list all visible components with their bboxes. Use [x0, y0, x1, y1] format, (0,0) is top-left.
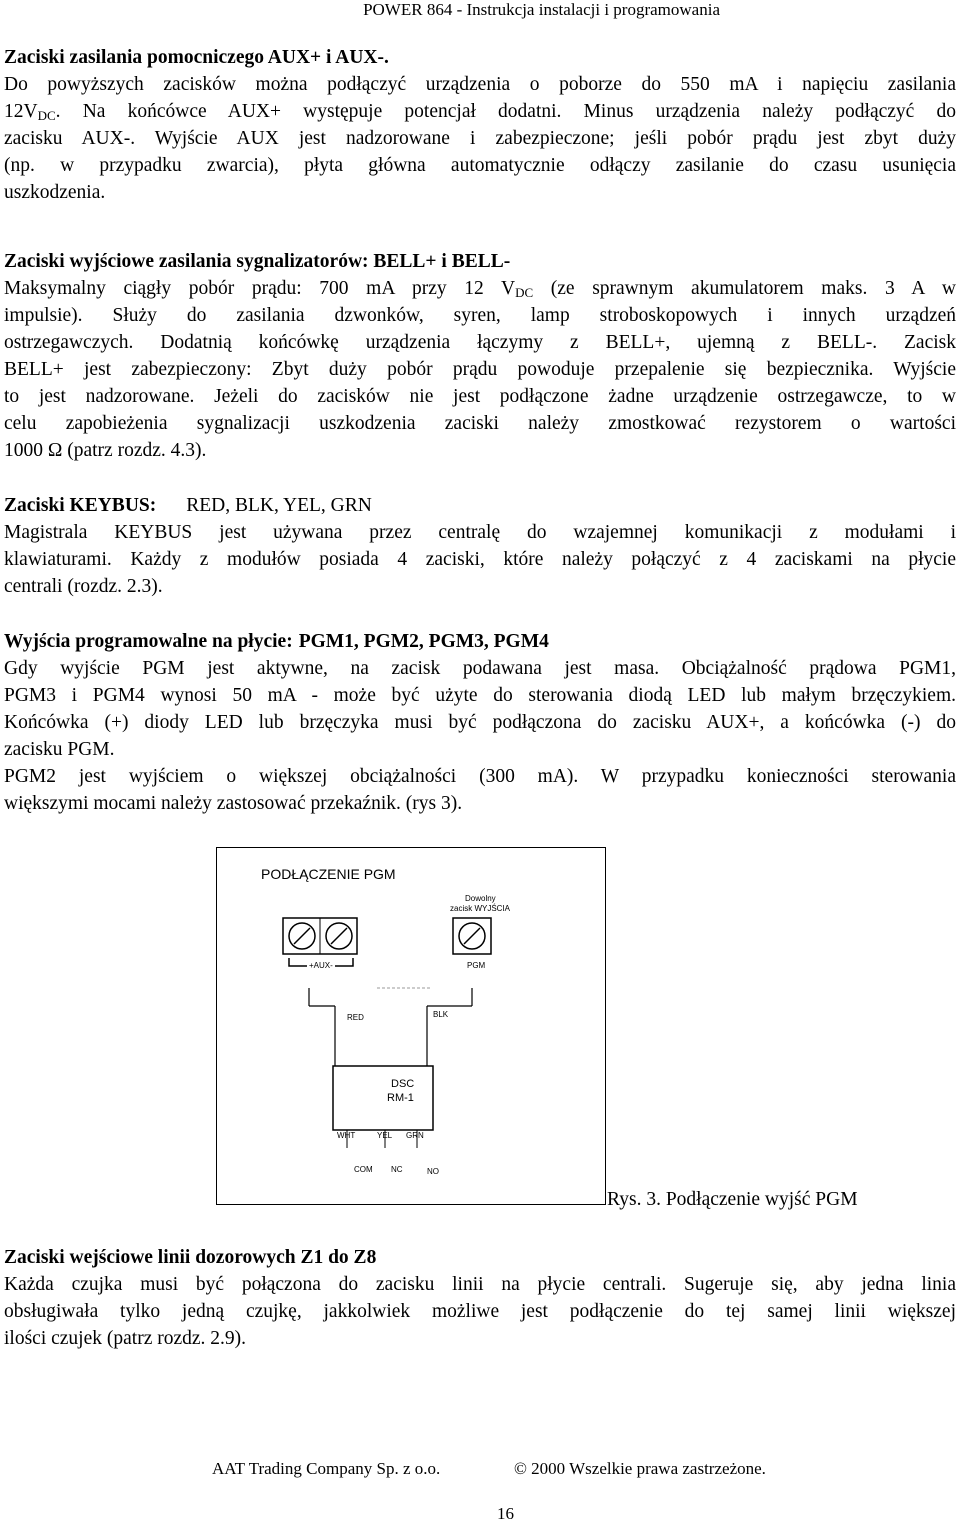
red-wire-label: RED [347, 1013, 364, 1022]
pgm-wiring-diagram [216, 847, 606, 1205]
aux-voltage: 12V [4, 101, 38, 122]
output-label-line-1: Dowolny [465, 894, 496, 903]
keybus-section [4, 492, 956, 600]
bell-line-3: ostrzegawczych. Dodatnią końcówkę urządzenia łączymy z BELL+, ujemną z BELL-. Zacisk [4, 332, 956, 353]
keybus-line-1: Magistrala KEYBUS jest używana przez centralę do wzajemnej komunikacji z modułami i [4, 522, 956, 543]
pgm-line-1: Gdy wyjście PGM jest aktywne, na zacisk podawana jest masa. Obciążalność prądowa PGM1, [4, 658, 956, 679]
yel-wire-label: YEL [377, 1131, 393, 1140]
zones-line-1: Każda czujka musi być połączona do zacisku linii na płycie centrali. Sugeruje się, aby jedna linia [4, 1274, 956, 1295]
diagram-drawing [217, 848, 607, 1206]
bell-voltage-sub: DC [515, 285, 534, 300]
aux-line-2-rest: . Na końcówce AUX+ występuje potencjał dodatni. Minus urządzenia należy podłączyć do [55, 101, 956, 122]
bell-line-5: to jest nadzorowane. Jeżeli do zacisków nie jest podłączone żadne urządzenie ostrzegawcze, to w [4, 386, 956, 407]
pgm-terminal-label: PGM [467, 961, 486, 970]
bell-line-4: BELL+ jest zabezpieczony: Zbyt duży pobór prądu powoduje przepalenie się bezpiecznika. Wyjście [4, 359, 956, 380]
bell-line-1-start: Maksymalny ciągły pobór prądu: 700 mA przy 12 V [4, 278, 516, 299]
keybus-line-2: klawiaturami. Każdy z modułów posiada 4 zaciski, które należy połączyć z 4 zaciskami na płycie [4, 549, 956, 570]
pgm-line-3: Końcówka (+) diody LED lub brzęczyka musi być podłączona do zacisku AUX+, a końcówka (-) do [4, 712, 956, 733]
bell-line-7: 1000 Ω (patrz rozdz. 4.3). [4, 440, 207, 461]
keybus-heading-label: Zaciski KEYBUS: [4, 495, 157, 516]
bell-heading: Zaciski wyjściowe zasilania sygnalizatorów: BELL+ i BELL- [4, 251, 511, 272]
page-header-title: POWER 864 - Instrukcja instalacji i programowania [363, 0, 720, 19]
module-name-line-2: RM-1 [387, 1092, 414, 1104]
keybus-heading-terminals: RED, BLK, YEL, GRN [186, 495, 372, 516]
pgm-section [4, 628, 956, 817]
aux-line-4: (np. w przypadku zwarcia), płyta główna automatycznie odłączy zasilanie do czasu usunięcia [4, 155, 956, 176]
zones-line-2: obsługiwała tylko jedną czujkę, jakkolwiek możliwe jest podłączenie do tej samej linii większej [4, 1301, 956, 1322]
figure-caption: Rys. 3. Podłączenie wyjść PGM [607, 1189, 858, 1210]
pgm-heading [4, 628, 956, 655]
output-label-line-2: zacisk WYJŚCIA [450, 904, 511, 913]
zones-heading: Zaciski wejściowe linii dozorowych Z1 do Z8 [4, 1247, 377, 1268]
grn-wire-label: GRN [406, 1131, 424, 1140]
no-contact-label: NO [427, 1167, 439, 1176]
bell-line-1 [4, 275, 956, 302]
blk-wire-label: BLK [433, 1010, 449, 1019]
rm1-module-box [333, 1066, 433, 1130]
bell-line-1-rest: (ze sprawnym akumulatorem maks. 3 A w [533, 278, 956, 299]
footer-company: AAT Trading Company Sp. z o.o. [212, 1459, 441, 1478]
pgm-line-6: większymi mocami należy zastosować przekaźnik. (rys 3). [4, 793, 463, 814]
zones-line-3: ilości czujek (patrz rozdz. 2.9). [4, 1328, 247, 1349]
aux-section [4, 44, 956, 206]
pgm-line-2: PGM3 i PGM4 wynosi 50 mA - może być użyte do sterowania diodą LED lub małym brzęczykiem. [4, 685, 956, 706]
bell-line-6: celu zapobieżenia sygnalizacji uszkodzenia zaciski należy zmostkować rezystorem o wartości [4, 413, 956, 434]
diagram-title: PODŁĄCZENIE PGM [261, 866, 396, 882]
aux-voltage-sub: DC [37, 108, 56, 123]
pgm-heading-outputs: PGM1, PGM2, PGM3, PGM4 [298, 631, 549, 652]
pgm-heading-label: Wyjścia programowalne na płycie: [4, 631, 293, 652]
aux-line-1: Do powyższych zacisków można podłączyć urządzenia o poborze do 550 mA i napięciu zasilania [4, 74, 956, 95]
aux-line-2 [4, 98, 956, 125]
pgm-line-4: zacisku PGM. [4, 739, 115, 760]
wht-wire-label: WHT [337, 1131, 356, 1140]
pgm-line-5: PGM2 jest wyjściem o większej obciążalności (300 mA). W przypadku konieczności sterowania [4, 766, 956, 787]
keybus-heading [4, 492, 956, 519]
com-contact-label: COM [354, 1165, 373, 1174]
aux-line-3: zacisku AUX-. Wyjście AUX jest nadzorowane i zabezpieczone; jeśli pobór prądu jest zbyt duży [4, 128, 956, 149]
module-name-line-1: DSC [391, 1078, 415, 1090]
page-number: 16 [497, 1504, 514, 1523]
bell-line-2: impulsie). Służy do zasilania dzwonków, syren, lamp stroboskopowych i innych urządzeń [4, 305, 956, 326]
aux-line-5: uszkodzenia. [4, 182, 106, 203]
footer-copyright: © 2000 Wszelkie prawa zastrzeżone. [514, 1459, 766, 1478]
keybus-line-3: centrali (rozdz. 2.3). [4, 576, 163, 597]
bell-section [4, 248, 956, 464]
zones-section [4, 1244, 956, 1352]
aux-heading: Zaciski zasilania pomocniczego AUX+ i AUX-. [4, 47, 389, 68]
aux-terminal-label: +AUX- [309, 961, 333, 970]
nc-contact-label: NC [391, 1165, 403, 1174]
